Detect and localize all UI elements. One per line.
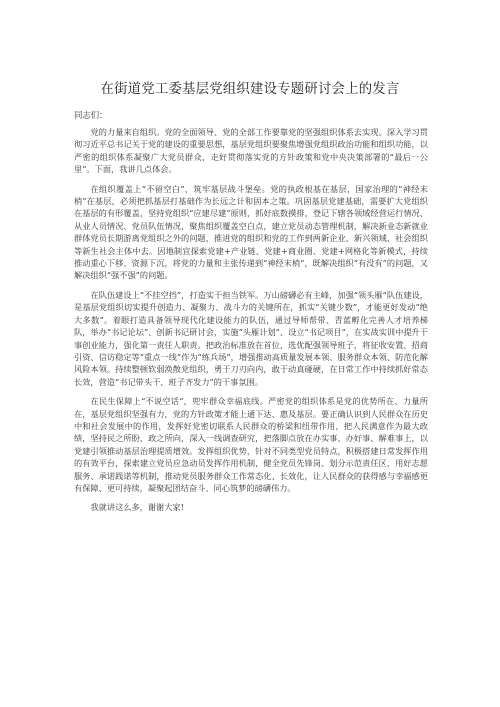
paragraph-intro: 党的力量来自组织。党的全面领导、党的全部工作要靠党的坚强组织体系去实现。深入学习贯彻习近平总书记关于党的建设的重要思想，基层党组织要聚焦增强党组织政治功能和组织功能，以严密的组织体系凝聚广大党员群众，走好贯彻落实党的方针政策和党中央决策部署的“最后一公里”。下面，我讲几点体会。 xyxy=(74,127,428,175)
closing-remark: 我就讲这么多，谢谢大家! xyxy=(90,502,184,513)
paragraph-team-building: 在队伍建设上“不挂空挡”，打造实干担当铁军。万山磅礴必有主峰，加强“领头雁”队伍建设，是基层党组织切实提升创造力、凝聚力、战斗力的关键所在，抓实“关键少数”，才能更好发动“绝大多数”。着眼打造具备领导现代化建设能力的队伍，通过导师帮带、青蓝孵化完善人才培养梯队，举办“书记论坛”、创新书记研讨会，实施“头雁计划”、设立“书记项目”，在实战实训中提升干事创业能力，强化第一责任人职责。把政治标准放在首位，选优配强领导班子，将征收安置、招商引资、信访稳定等“重点一线”作为“练兵场”，增强推动高质量发展本领、服务群众本领、防范化解风险本领。持续整顿软弱涣散党组织，勇于刀刃向内，敢于动真碰硬，在日常工作中持续抓好常态长效，营造“书记带头干、班子齐发力”的干事氛围。 xyxy=(74,289,428,387)
paragraph-livelihood: 在民生保障上“不说空话”，兜牢群众幸福底线。严密党的组织体系是党的优势所在、力量所在，基层党组织坚强有力，党的方针政策才能上通下达、惠及基层。要正确认识到人民群众在历史中和社会发展中的作用，发挥好党密切联系人民群众的桥梁和纽带作用，把人民满意作为最大政绩，坚持民之所盼、政之所向，深入一线调查研究，把落脚点放在办实事、办好事、解难事上，以党建引领推动基层治理提质增效。发挥组织优势，针对不同类型党员特点，积极搭建日常发挥作用的有效平台，探索建立党员应急动员发挥作用机制，健全党员先锋岗、划分示范责任区，用好志愿服务、承诺践诺等机制，推动党员服务群众工作常态化、长效化，让人民群众的获得感与幸福感更有保障、更可持续，凝聚起团结奋斗、同心筑梦的磅礴伟力。 xyxy=(74,396,428,493)
document-title: 在街道党工委基层党组织建设专题研讨会上的发言 xyxy=(100,82,400,97)
document-body xyxy=(74,126,428,513)
paragraph-organization-coverage: 在组织覆盖上“不留空白”，筑牢基层战斗堡垒。党的执政根基在基层，国家治理的“神经末梢”在基层，必须把抓基层打基础作为长远之计和固本之策。巩固基层党建基础，需要扩大党组织在基层的有形覆盖，坚持党组织“应建尽建”原则，抓好底数摸排，登记下辖各领域经营运行情况、从业人员情况、党员队伍情况，聚焦组织覆盖空白点，建立党员动态管理机制，解决新业态新就业群体党员长期游离党组织之外的问题，推进党的组织和党的工作到两新企业、新兴领域、社会组织等新生社会主体中去。因地制宜探索党建+产业链、党建+商业圈、党建+网格化等新模式，持续推动重心下移、资源下沉，将党的力量和主张传递到“神经末梢”，既解决组织“有没有”的问题，又解决组织“强不强”的问题。 xyxy=(74,183,428,281)
salutation: 同志们： xyxy=(74,110,108,120)
